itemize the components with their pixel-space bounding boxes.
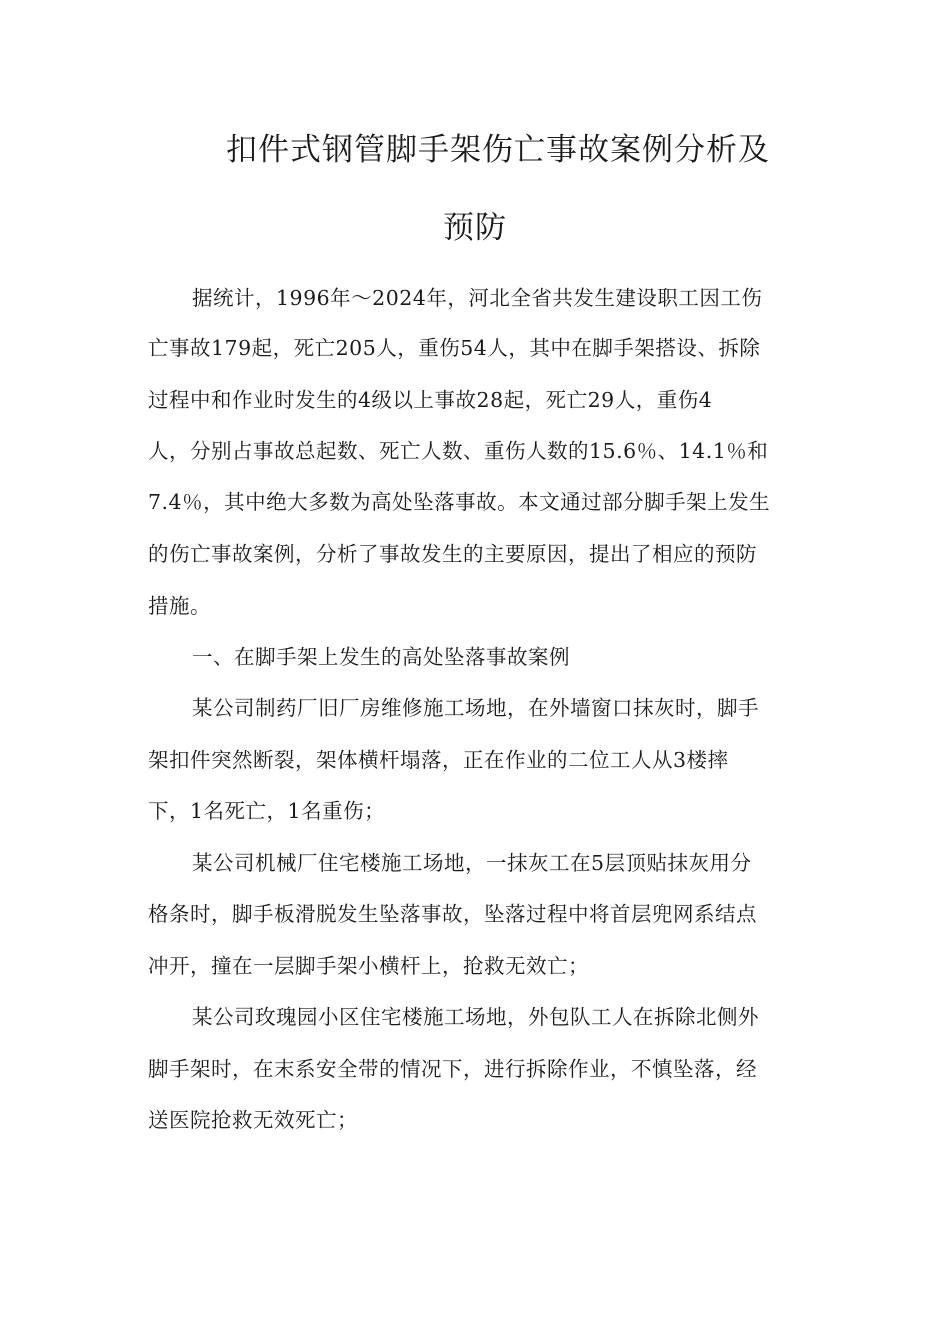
paragraph-5-line-2: 脚手架时，在末系安全带的情况下，进行拆除作业，不慎坠落，经: [148, 1057, 757, 1081]
paragraph-1-line-5: 7.4％，其中绝大多数为高处坠落事故。本文通过部分脚手架上发生: [148, 490, 771, 514]
paragraph-4-line-2: 格条时，脚手板滑脱发生坠落事故，坠落过程中将首层兜网系结点: [148, 902, 757, 926]
paragraph-3-line-3: 下，1名死亡，1名重伤；: [148, 799, 386, 823]
paragraph-1-line-3: 过程中和作业时发生的4级以上事故28起，死亡29人，重伤4: [148, 388, 713, 412]
paragraph-4-line-3: 冲开，撞在一层脚手架小横杆上，抢救无效亡；: [148, 954, 589, 978]
paragraph-1-line-2: 亡事故179起，死亡205人，重伤54人，其中在脚手架搭设、拆除: [148, 336, 761, 360]
paragraph-3-line-1: 某公司制药厂旧厂房维修施工场地，在外墙窗口抹灰时，脚手: [192, 696, 759, 720]
paragraph-3-line-2: 架扣件突然断裂，架体横杆塌落，正在作业的二位工人从3楼摔: [148, 748, 729, 772]
section-heading-1: 一、在脚手架上发生的高处坠落事故案例: [192, 645, 570, 669]
paragraph-4-line-1: 某公司机械厂住宅楼施工场地，一抹灰工在5层顶贴抹灰用分: [192, 851, 752, 875]
document-title-line-2: 预防: [443, 210, 507, 246]
paragraph-5-line-1: 某公司玫瑰园小区住宅楼施工场地，外包队工人在拆除北侧外: [192, 1005, 759, 1029]
document-title-line-1: 扣件式钢管脚手架伤亡事故案例分析及: [226, 132, 770, 168]
paragraph-1-line-7: 措施。: [148, 594, 211, 618]
paragraph-1-line-4: 人，分别占事故总起数、死亡人数、重伤人数的15.6％、14.1％和: [148, 439, 769, 463]
paragraph-5-line-3: 送医院抢救无效死亡；: [148, 1108, 358, 1132]
paragraph-1-line-1: 据统计，1996年～2024年，河北全省共发生建设职工因工伤: [192, 286, 763, 310]
paragraph-1-line-6: 的伤亡事故案例，分析了事故发生的主要原因，提出了相应的预防: [148, 542, 757, 566]
